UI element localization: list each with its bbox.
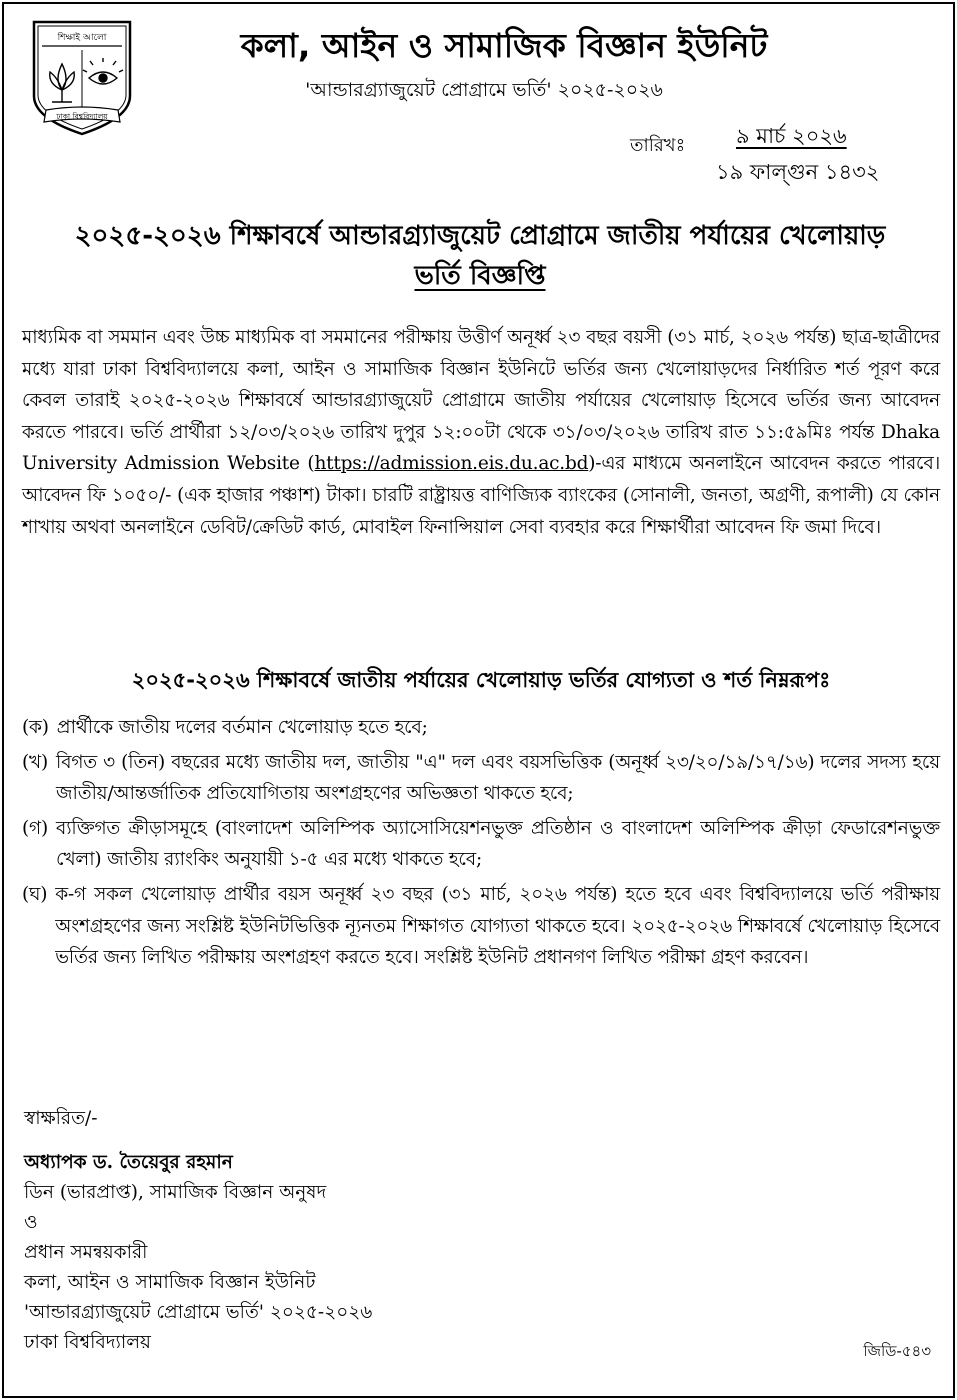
body-paragraph-1: মাধ্যমিক বা সমমান এবং উচ্চ মাধ্যমিক বা সমমানের পরীক্ষায় উত্তীর্ণ অনূর্ধ্ব ২৩ বছর বয়সী (৩১ মার্চ, ২০২৬ পর্যন্ত) ছাত্র-ছাত্রীদের মধ্যে যারা ঢাকা বিশ্ববিদ্যালয়ে কলা, আইন ও সামাজিক বিজ্ঞান ইউনিটে ভর্তির জন্য খেলোয়াড়দের নির্ধারিত শর্ত পূরণ করে কেবল তারাই ২০২৫-২০২৬ শিক্ষাবর্ষে আন্ডারগ্র্যাজুয়েট প্রোগ্রামে জাতীয় পর্যায়ের খেলোয়াড় হিসেবে ভর্তির জন্য আবেদন করতে পারবে। xyxy=(22,327,941,443)
date-bangla-calendar: ১৯ ফাল্গুন ১৪৩২ xyxy=(716,160,880,184)
unit-title: কলা, আইন ও সামাজিক বিজ্ঞান ইউনিট xyxy=(240,26,768,65)
conditions-heading: ২০২৫-২০২৬ শিক্ষাবর্ষে জাতীয় পর্যায়ের খেলোয়াড় ভর্তির যোগ্যতা ও শর্ত নিম্নরূপঃ xyxy=(131,668,831,692)
condition-item-ga xyxy=(22,813,940,876)
notice-body xyxy=(22,322,940,543)
condition-text: ব্যক্তিগত ক্রীড়াসমূহে (বাংলাদেশ অলিম্পিক অ্যাসোসিয়েশনভুক্ত প্রতিষ্ঠান ও বাংলাদেশ অলিম্পিক ক্রীড়া ফেডারেশনভুক্ত খেলা) জাতীয় র‍্যাংকিং অনুযায়ী ১-৫ এর মধ্যে থাকতে হবে; xyxy=(55,817,940,871)
signatory-conjunction: ও xyxy=(24,1212,38,1233)
condition-marker: (খ) xyxy=(22,751,48,773)
condition-item-ka xyxy=(22,712,940,744)
signatory-designation-dean: ডিন (ভারপ্রাপ্ত), সামাজিক বিজ্ঞান অনুষদ xyxy=(24,1182,327,1203)
notice-title xyxy=(24,216,936,296)
signatory-designation-coordinator: প্রধান সমন্বয়কারী xyxy=(24,1242,148,1263)
condition-marker: (ক) xyxy=(22,717,49,738)
logo-university-name: ঢাকা বিশ্ববিদ্যালয় xyxy=(56,112,108,121)
notice-title-line2: ভর্তি বিজ্ঞপ্তি xyxy=(414,261,546,291)
notice-page xyxy=(2,2,955,1398)
notice-title-line1: ২০২৫-২০২৬ শিক্ষাবর্ষে আন্ডারগ্র্যাজুয়েট প্রোগ্রামে জাতীয় পর্যায়ের খেলোয়াড় xyxy=(74,221,886,251)
condition-marker: (ঘ) xyxy=(22,883,48,905)
reference-number: জিডি-৫৪৩ xyxy=(863,1342,931,1360)
body-paragraph-2-start: ভর্তি প্রার্থীরা ১২/০৩/২০২৬ তারিখ দুপুর ১২:০০টা থেকে ৩১/০৩/২০২৬ তারিখ রাত ১১:৫৯মিঃ পর্যন্ত Dhaka University Admission Website ( xyxy=(22,421,940,475)
condition-item-gha xyxy=(22,879,940,974)
condition-text: বিগত ৩ (তিন) বছরের মধ্যে জাতীয় দল, জাতীয় "এ" দল এবং বয়সভিত্তিক (অনূর্ধ্ব ২৩/২০/১৯/১৭/১৬) দলের সদস্য হয়ে জাতীয়/আন্তর্জাতিক প্রতিযোগিতায় অংশগ্রহণের অভিজ্ঞতা থাকতে হবে; xyxy=(55,751,940,805)
condition-text: প্রার্থীকে জাতীয় দলের বর্তমান খেলোয়াড় হতে হবে; xyxy=(56,717,428,738)
university-logo xyxy=(28,18,136,138)
signatory-name: অধ্যাপক ড. তৈয়েবুর রহমান xyxy=(24,1152,233,1173)
program-subtitle: 'আন্ডারগ্র্যাজুয়েট প্রোগ্রামে ভর্তি' ২০২৫-২০২৬ xyxy=(305,79,663,101)
signatory-program: 'আন্ডারগ্র্যাজুয়েট প্রোগ্রামে ভর্তি' ২০২৫-২০২৬ xyxy=(24,1302,373,1323)
date-gregorian: ৯ মার্চ ২০২৬ xyxy=(736,124,847,148)
signatory-unit: কলা, আইন ও সামাজিক বিজ্ঞান ইউনিট xyxy=(24,1272,316,1293)
signature-block xyxy=(24,1104,624,1358)
body-paragraph-2-end: )-এর মাধ্যমে অনলাইনে আবেদন করতে পারবে। আবেদন ফি ১০৫০/- (এক হাজার পঞ্চাশ) টাকা। চারটি রাষ্ট্রায়ত্ত বাণিজ্যিক ব্যাংকের (সোনালী, জনতা, অগ্রণী, রূপালী) যে কোন শাখায় অথবা অনলাইনে ডেবিট/ক্রেডিট কার্ড, মোবাইল ফিনান্সিয়াল সেবা ব্যবহার করে শিক্ষার্থীরা আবেদন ফি জমা দিবে। xyxy=(22,453,940,538)
condition-text: ক-গ সকল খেলোয়াড় প্রার্থীর বয়স অনূর্ধ্ব ২৩ বছর (৩১ মার্চ, ২০২৬ পর্যন্ত) হতে হবে এবং বিশ্ববিদ্যালয়ে ভর্তি পরীক্ষায় অংশগ্রহণের জন্য সংশ্লিষ্ট ইউনিটভিত্তিক ন্যূনতম শিক্ষাগত যোগ্যতা থাকতে হবে। ২০২৫-২০২৬ শিক্ষাবর্ষে খেলোয়াড় হিসেবে ভর্তির জন্য লিখিত পরীক্ষায় অংশগ্রহণ করতে হবে। সংশ্লিষ্ট ইউনিট প্রধানগণ লিখিত পরীক্ষা গ্রহণ করবেন। xyxy=(55,883,940,969)
conditions-list xyxy=(22,712,940,977)
dhaka-university-crest-icon xyxy=(28,18,136,138)
signatory-university: ঢাকা বিশ্ববিদ্যালয় xyxy=(24,1332,151,1353)
condition-marker: (গ) xyxy=(22,817,48,839)
admission-website-link[interactable]: https://admission.eis.du.ac.bd xyxy=(314,453,589,475)
condition-item-kha xyxy=(22,747,940,810)
logo-motto: শিক্ষাই আলো xyxy=(57,33,107,43)
signed-mark: স্বাক্ষরিত/- xyxy=(24,1108,98,1129)
date-label: তারিখঃ xyxy=(630,135,686,156)
